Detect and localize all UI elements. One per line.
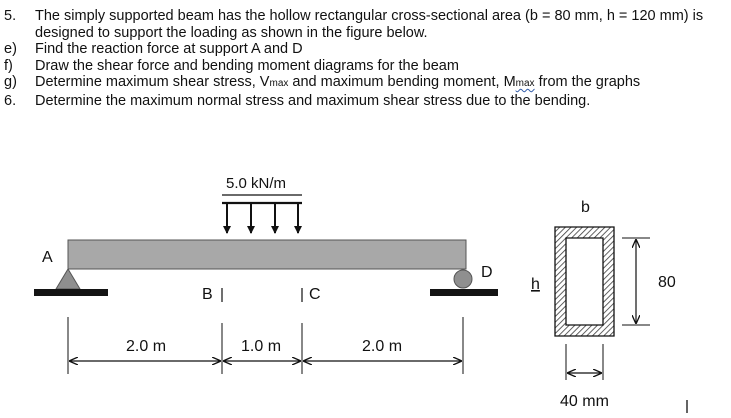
- question-g-text-a: Determine maximum shear stress, V: [35, 74, 270, 90]
- question-e-number: e): [4, 41, 17, 57]
- section-height-dim-label: 80: [658, 274, 676, 291]
- ground-d: [430, 289, 498, 296]
- ground-a: [34, 289, 108, 296]
- beam: [68, 240, 466, 269]
- label-d: D: [481, 264, 493, 281]
- hollow-section: [555, 227, 614, 336]
- question-5-line-1: The simply supported beam has the hollow rectangular cross-sectional area (b = 80 mm, h = 120 mm) is: [35, 8, 704, 24]
- dim-label-cd: 2.0 m: [362, 338, 403, 355]
- question-5-number: 5.: [4, 8, 17, 24]
- dim-label-bc: 1.0 m: [241, 338, 282, 355]
- label-c: C: [309, 286, 321, 303]
- question-e-text: Find the reaction force at support A and D: [35, 41, 303, 57]
- question-6-number: 6.: [4, 92, 17, 109]
- question-5-line-2: designed to support the loading as shown in the figure below.: [35, 24, 428, 41]
- question-6-text: Determine the maximum normal stress and maximum shear stress due to the bending.: [35, 92, 591, 109]
- section-wall-dim-label: 40 mm: [560, 393, 609, 410]
- section-b-label: b: [581, 199, 590, 216]
- question-f-number: f): [4, 57, 13, 74]
- question-f-text: Draw the shear force and bending moment diagrams for the beam: [35, 57, 459, 74]
- question-g-vmax-subscript: max: [269, 78, 289, 89]
- dim-label-ab: 2.0 m: [126, 338, 167, 355]
- question-g-mmax-subscript: max: [515, 78, 535, 89]
- section-h-label: h: [531, 276, 540, 293]
- roller-support-d: [454, 270, 472, 288]
- label-b: B: [202, 286, 213, 303]
- question-g-text-c: from the graphs: [534, 74, 641, 90]
- label-a: A: [42, 249, 53, 266]
- question-g-number: g): [4, 74, 17, 90]
- question-g-text-b: and maximum bending moment, M: [288, 74, 516, 90]
- load-label: 5.0 kN/m: [226, 175, 287, 192]
- pin-support-a: [56, 269, 80, 289]
